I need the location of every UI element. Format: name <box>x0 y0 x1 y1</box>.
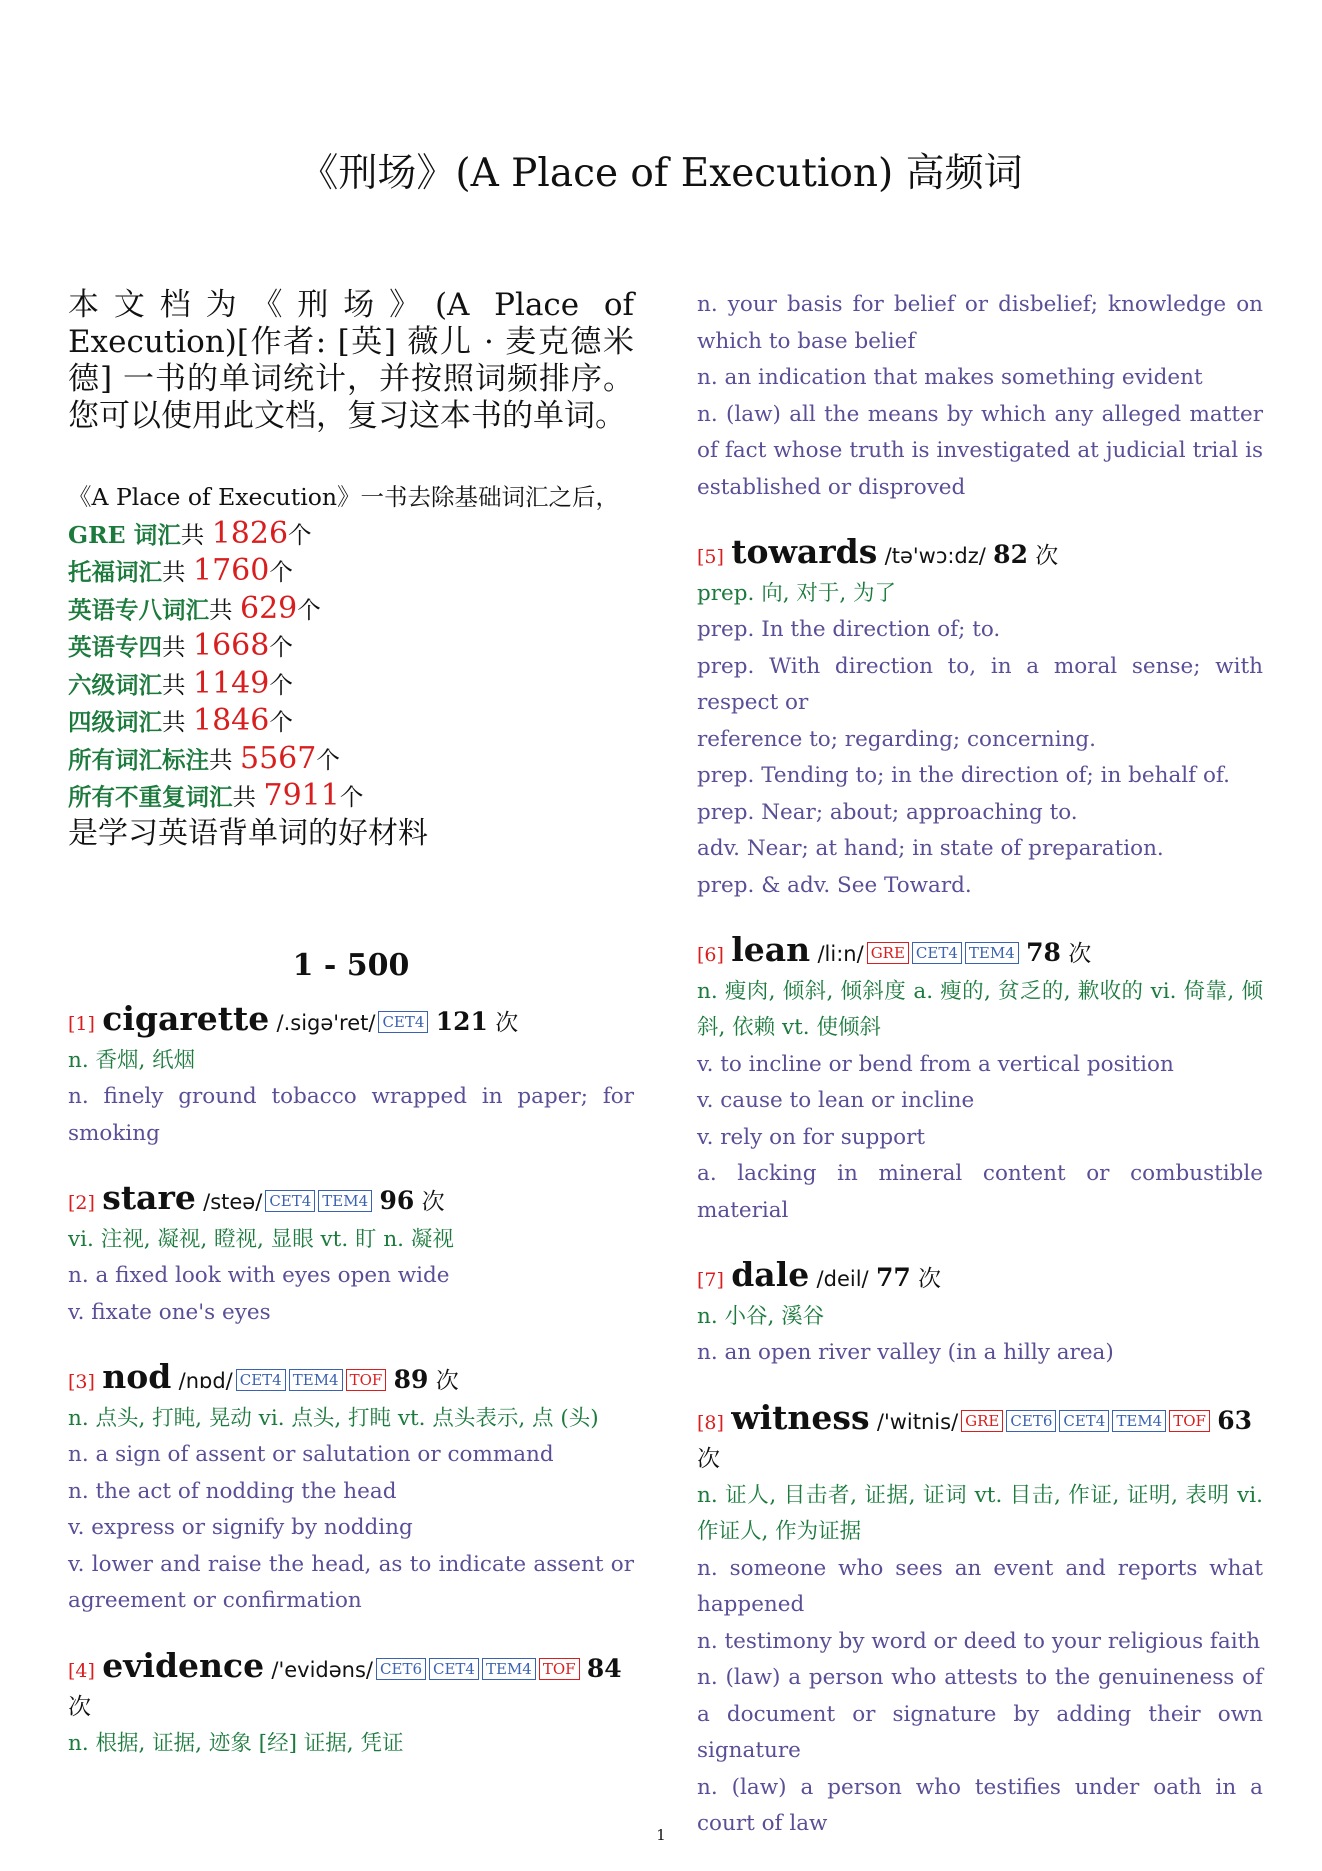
stat-mid: 共 <box>209 595 240 624</box>
stat-label: 托福词汇 <box>68 558 162 586</box>
entry-index: [1] <box>68 1013 95 1035</box>
definition: n. a sign of assent or salutation or command <box>68 1442 554 1467</box>
definition: n. 点头, 打盹, 晃动 vi. 点头, 打盹 vt. 点头表示, 点 (头) <box>68 1405 599 1431</box>
entry-head <box>697 932 1263 974</box>
exam-tag: CET4 <box>236 1369 286 1391</box>
entry-word: cigarette <box>102 999 270 1038</box>
definition: n. a fixed look with eyes open wide <box>68 1263 450 1288</box>
stat-line <box>68 553 634 591</box>
entry-head <box>68 1359 634 1401</box>
stat-count: 5567 <box>239 740 317 776</box>
stat-mid: 共 <box>162 708 193 736</box>
exam-tag: TOF <box>346 1369 387 1391</box>
stat-line <box>68 628 634 666</box>
stat-unit: 个 <box>316 745 340 774</box>
definition: n. 小谷, 溪谷 <box>697 1303 825 1329</box>
stats-lead: 《A Place of Execution》一书去除基础词汇之后， <box>68 483 619 511</box>
entry-phonetic: /.sigə'ret/ <box>276 1011 376 1035</box>
definition: adv. Near; at hand; in state of preparation. <box>697 836 1164 861</box>
definition: prep. Near; about; approaching to. <box>697 799 1078 825</box>
exam-tag: TEM4 <box>1112 1410 1166 1432</box>
entry-count: 82 <box>993 540 1028 569</box>
entry-count-unit: 次 <box>68 1694 91 1720</box>
entry-count-unit: 次 <box>421 1189 445 1215</box>
entry-phonetic: /'evidəns/ <box>271 1657 374 1682</box>
exam-tag: TEM4 <box>289 1369 343 1391</box>
exam-tag: CET6 <box>376 1658 426 1680</box>
definition: n. the act of nodding the head <box>68 1478 397 1504</box>
entry-phonetic: /deil/ <box>816 1267 869 1291</box>
entry-index: [4] <box>68 1659 95 1682</box>
exam-tag: TOF <box>539 1658 580 1680</box>
definition: n. testimony by word or deed to your religious faith <box>697 1628 1261 1654</box>
stat-label: GRE 词汇 <box>68 520 181 549</box>
entry-phonetic: /li:n/ <box>817 942 864 966</box>
entry-head <box>68 1001 634 1043</box>
exam-tag: CET4 <box>912 942 962 964</box>
definition: n. 证人, 目击者, 证据, 证词 vt. 目击, 作证, 证明, 表明 vi. 作证人, 作为证据 <box>697 1482 1263 1544</box>
definition: v. lower and raise the head, as to indicate assent or agreement or confirmation <box>68 1551 634 1613</box>
stat-line <box>68 516 634 554</box>
definition: n. (law) a person who attests to the genuineness of a document or signature by adding their own signature <box>697 1665 1263 1763</box>
exam-tag: TEM4 <box>482 1658 536 1680</box>
entry-head <box>697 1397 1263 1478</box>
word-entry <box>68 1359 634 1620</box>
stat-count: 1826 <box>211 515 289 551</box>
exam-tag: GRE <box>961 1410 1003 1432</box>
word-entry <box>697 932 1263 1229</box>
definition: n. 瘦肉, 倾斜, 倾斜度 a. 瘦的, 贫乏的, 歉收的 vi. 倚靠, 倾斜, 依赖 vt. 使倾斜 <box>697 978 1263 1040</box>
definition: prep. Tending to; in the direction of; in behalf of. <box>697 763 1230 788</box>
exam-tag: CET4 <box>265 1190 315 1212</box>
definition: n. 香烟, 纸烟 <box>68 1047 196 1073</box>
entry-phonetic: /tə'wɔ:dz/ <box>884 544 986 568</box>
exam-tag: CET6 <box>1006 1410 1056 1432</box>
stat-label: 所有词汇标注 <box>68 745 209 774</box>
entry-count: 121 <box>435 1007 488 1036</box>
entry-count: 96 <box>379 1186 415 1215</box>
intro-text: 本文档为《刑场》(A Place of Execution)[作者: [英] 薇儿 · 麦克德米德] 一书的单词统计，并按照词频排序。您可以使用此文档，复习这本书的单词。 <box>68 287 634 434</box>
entry-count: 78 <box>1026 938 1061 967</box>
definition: n. an indication that makes something evident <box>697 365 1203 390</box>
entry-count-unit: 次 <box>1035 543 1059 569</box>
right-column <box>697 287 1263 1871</box>
exam-tag: CET4 <box>429 1658 479 1680</box>
stat-mid: 共 <box>232 783 264 811</box>
page-number: 1 <box>656 1826 666 1844</box>
stat-unit: 个 <box>269 708 293 736</box>
entry-phonetic: /steə/ <box>203 1190 263 1214</box>
stat-count: 7911 <box>263 778 340 813</box>
stat-mid: 共 <box>162 670 193 699</box>
stat-label: 四级词汇 <box>68 708 162 736</box>
definition: prep. 向, 对于, 为了 <box>697 580 897 606</box>
word-entry <box>697 1257 1263 1372</box>
word-entry <box>697 534 1263 904</box>
definition: n. finely ground tobacco wrapped in paper; for smoking <box>68 1084 634 1146</box>
word-entry <box>68 1645 634 1763</box>
stat-unit: 个 <box>339 783 364 811</box>
stat-label: 六级词汇 <box>68 670 162 699</box>
definition: n. (law) a person who testifies under oath in a court of law <box>697 1774 1263 1836</box>
stat-label: 所有不重复词汇 <box>68 783 233 811</box>
page-title: 《刑场》(A Place of Execution) 高频词 <box>299 151 1023 196</box>
entry-count-unit: 次 <box>697 1446 720 1472</box>
entry-index: [5] <box>697 546 724 568</box>
entry-index: [7] <box>697 1269 724 1291</box>
entry-index: [3] <box>68 1371 95 1393</box>
stat-line <box>68 591 634 629</box>
definition: n. 根据, 证据, 迹象 [经] 证据, 凭证 <box>68 1730 404 1756</box>
definition: v. to incline or bend from a vertical position <box>697 1051 1174 1077</box>
entry-word: stare <box>102 1178 196 1217</box>
entry-index: [6] <box>697 944 724 966</box>
entry-continuation <box>697 287 1263 506</box>
stat-count: 1760 <box>192 553 270 588</box>
definition: n. someone who sees an event and reports what happened <box>697 1555 1263 1617</box>
entry-count: 63 <box>1217 1405 1253 1435</box>
stat-count: 1149 <box>192 665 270 701</box>
stat-unit: 个 <box>269 633 293 661</box>
entry-count-unit: 次 <box>435 1368 459 1394</box>
entry-word: evidence <box>102 1645 265 1685</box>
stat-label: 英语专八词汇 <box>68 595 209 624</box>
entry-count-unit: 次 <box>1068 941 1092 967</box>
stat-mid: 共 <box>209 745 240 774</box>
definition: prep. In the direction of; to. <box>697 617 1001 642</box>
word-entry <box>697 1397 1263 1843</box>
stat-count: 629 <box>239 590 298 626</box>
entry-count: 89 <box>393 1365 429 1394</box>
definition: n. an open river valley (in a hilly area) <box>697 1340 1114 1365</box>
definition: n. your basis for belief or disbelief; knowledge on which to base belief <box>697 292 1263 354</box>
entry-head <box>697 534 1263 576</box>
stat-unit: 个 <box>297 595 321 624</box>
entry-index: [2] <box>68 1192 95 1214</box>
definition: prep. With direction to, in a moral sense; with respect or <box>697 653 1263 715</box>
stat-line <box>68 778 634 816</box>
word-entry <box>68 1001 634 1152</box>
left-column <box>68 287 634 1790</box>
definition: v. rely on for support <box>697 1124 926 1150</box>
entry-count-unit: 次 <box>495 1010 519 1036</box>
definition: a. lacking in mineral content or combustible material <box>697 1161 1263 1223</box>
entry-head <box>68 1645 634 1726</box>
entry-phonetic: /nɒd/ <box>178 1369 233 1393</box>
definition: prep. & adv. See Toward. <box>697 872 972 898</box>
word-entry <box>68 1180 634 1331</box>
exam-tag: TEM4 <box>318 1190 372 1212</box>
exam-tag: TEM4 <box>965 942 1019 964</box>
stat-unit: 个 <box>288 520 312 549</box>
stats-closing: 是学习英语背单词的好材料 <box>68 815 428 851</box>
exam-tag: TOF <box>1169 1410 1210 1432</box>
stat-unit: 个 <box>269 670 293 699</box>
stat-mid: 共 <box>180 520 212 549</box>
definition: reference to; regarding; concerning. <box>697 726 1097 752</box>
stats-block <box>68 479 634 852</box>
entry-word: dale <box>731 1255 810 1294</box>
entry-word: towards <box>731 532 878 571</box>
definition: n. (law) all the means by which any alleged matter of fact whose truth is investigated at judicial trial is established or disproved <box>697 401 1263 500</box>
definition: v. fixate one's eyes <box>68 1299 271 1325</box>
entry-index: [8] <box>697 1411 724 1434</box>
entry-count-unit: 次 <box>918 1266 942 1292</box>
entry-count: 84 <box>586 1653 622 1683</box>
stat-line <box>68 666 634 704</box>
entry-word: lean <box>731 930 811 969</box>
exam-tag: GRE <box>867 942 909 964</box>
exam-tag: CET4 <box>378 1011 428 1033</box>
stat-count: 1846 <box>192 703 270 738</box>
range-heading: 1 - 500 <box>292 948 410 983</box>
stat-label: 英语专四 <box>68 633 162 661</box>
stat-unit: 个 <box>269 558 293 586</box>
entry-head <box>68 1180 634 1222</box>
entry-word: witness <box>731 1397 870 1437</box>
exam-tag: CET4 <box>1059 1410 1109 1432</box>
stat-mid: 共 <box>162 558 193 586</box>
stat-mid: 共 <box>162 633 193 661</box>
entry-head <box>697 1257 1263 1299</box>
definition: v. express or signify by nodding <box>68 1515 413 1540</box>
stat-line <box>68 741 634 779</box>
stat-line <box>68 703 634 741</box>
entry-word: nod <box>102 1357 172 1396</box>
entry-phonetic: /'witnis/ <box>876 1409 959 1434</box>
entry-count: 77 <box>875 1263 911 1292</box>
definition: vi. 注视, 凝视, 瞪视, 显眼 vt. 盯 n. 凝视 <box>68 1226 454 1252</box>
stat-count: 1668 <box>192 628 270 663</box>
definition: v. cause to lean or incline <box>697 1088 975 1113</box>
